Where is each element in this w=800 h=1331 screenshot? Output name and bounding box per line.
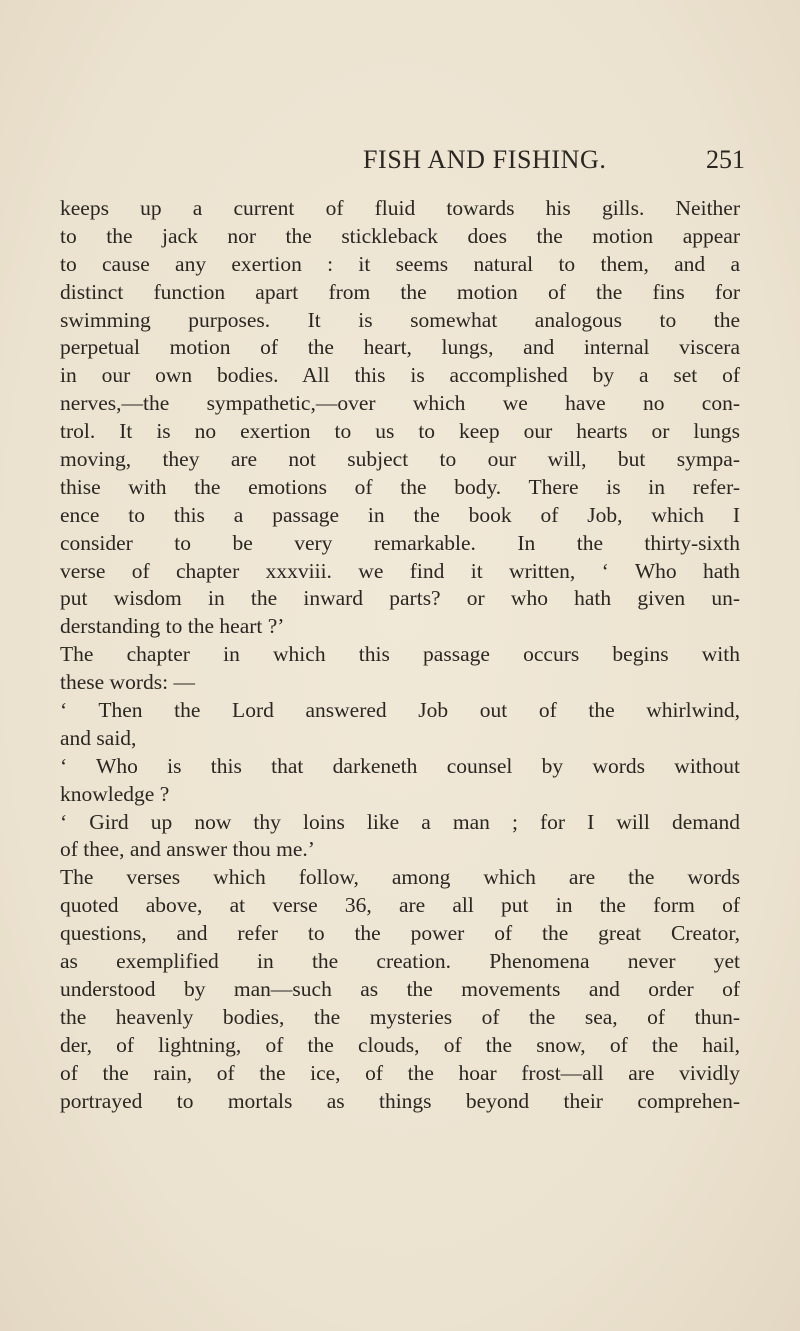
text-line: verse of chapter xxxviii. we find it written, ‘ Who hath xyxy=(60,558,740,583)
text-line: questions, and refer to the power of the great Creator, xyxy=(60,921,740,946)
text-line: distinct function apart from the motion of the fins for xyxy=(60,279,740,304)
text-line: to the jack nor the stickleback does the motion appear xyxy=(60,223,740,248)
text-line: der, of lightning, of the clouds, of the snow, of the hail, xyxy=(60,1032,740,1057)
text-line: quoted above, at verse 36, are all put in the form of xyxy=(60,893,740,918)
text-line: and said, xyxy=(60,725,137,750)
text-line: put wisdom in the inward parts? or who hath given un- xyxy=(60,586,740,611)
text-line: trol. It is no exertion to us to keep our hearts or lungs xyxy=(60,419,740,444)
text-line: knowledge ? xyxy=(60,781,170,806)
text-line: ‘ Then the Lord answered Job out of the whirlwind, xyxy=(60,698,740,723)
text-line: understood by man—such as the movements and order of xyxy=(60,976,740,1001)
text-line: The chapter in which this passage occurs begins with xyxy=(60,642,740,667)
text-line: ‘ Who is this that darkeneth counsel by words without xyxy=(60,753,740,778)
text-line: of thee, and answer thou me.’ xyxy=(60,837,315,862)
text-line: derstanding to the heart ?’ xyxy=(60,614,285,639)
text-line: moving, they are not subject to our will, but sympa- xyxy=(60,447,740,472)
text-line: ‘ Gird up now thy loins like a man ; for I will demand xyxy=(60,809,740,834)
text-line: to cause any exertion : it seems natural to them, and a xyxy=(60,251,740,276)
text-line: perpetual motion of the heart, lungs, and internal viscera xyxy=(60,335,740,360)
text-line: in our own bodies. All this is accomplished by a set of xyxy=(60,363,740,388)
body-text xyxy=(60,195,740,1115)
text-line: keeps up a current of fluid towards his gills. Neither xyxy=(60,196,740,220)
text-line: The verses which follow, among which are the words xyxy=(60,865,740,890)
text-line: nerves,—the sympathetic,—over which we have no con- xyxy=(60,391,740,416)
text-line: the heavenly bodies, the mysteries of the sea, of thun- xyxy=(60,1004,740,1029)
text-line: portrayed to mortals as things beyond their comprehen- xyxy=(60,1088,740,1113)
text-line: of the rain, of the ice, of the hoar frost—all are vividly xyxy=(60,1060,740,1085)
text-line: ence to this a passage in the book of Job, which I xyxy=(60,502,740,527)
running-title: FISH AND FISHING. xyxy=(363,145,607,174)
running-head xyxy=(0,144,800,176)
text-line: swimming purposes. It is somewhat analogous to the xyxy=(60,307,740,332)
text-line: consider to be very remarkable. In the thirty-sixth xyxy=(60,530,740,555)
page-number: 251 xyxy=(706,145,745,174)
text-line: as exemplified in the creation. Phenomena never yet xyxy=(60,949,740,974)
text-line: these words: — xyxy=(60,670,195,695)
text-line: thise with the emotions of the body. There is in refer- xyxy=(60,474,740,499)
